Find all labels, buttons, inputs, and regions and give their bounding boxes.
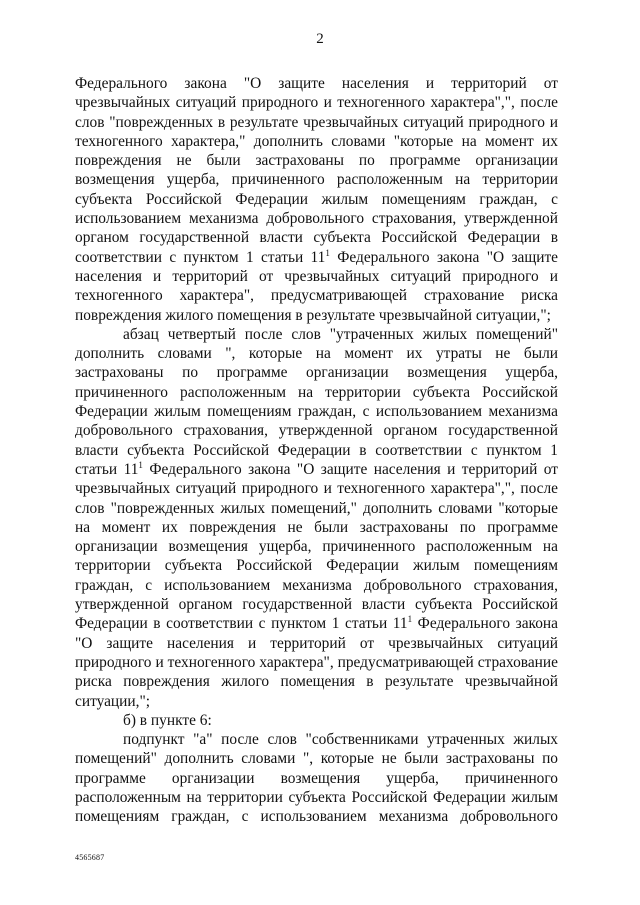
superscript: 1 — [325, 247, 330, 258]
paragraph-continuation — [75, 74, 558, 325]
superscript: 1 — [138, 459, 143, 470]
paragraph-podpunkt-a — [75, 730, 558, 826]
text-run: б) в пункте 6: — [123, 711, 212, 729]
paragraph-abzac-chetvertyi — [75, 325, 558, 711]
paragraph-punkt-6 — [75, 711, 558, 730]
text-run: Федерального закона "О защите населения и территорий от чрезвычайных ситуаций природного и техногенного характера",", после слов "поврежденных жилых помещений," дополнить словами "которые на момент их повреждения не были застрахованы по программе организации возмещения ущерба, причиненного расположенным на территории субъекта Российской Федерации жилым помещениям граждан, с использованием механизма добровольного страхования, утвержденной органом государственной власти субъекта Российской Федерации в соответствии с пунктом 1 статьи 11 — [75, 460, 558, 633]
document-id: 4565687 — [75, 853, 105, 862]
text-run: абзац четвертый после слов "утраченных жилых помещений" дополнить словами ", которые на момент их утраты не были застрахованы по программе организации возмещения ущерба, причиненного расположенным на территории субъекта Российской Федерации жилым помещениям граждан, с использованием механизма добровольного страхования, утвержденной органом государственной власти субъекта Российской Федерации в соответствии с пунктом 1 статьи 11 — [75, 325, 558, 478]
document-body — [75, 74, 558, 827]
text-run: Федерального закона "О защите населения и территорий от чрезвычайных ситуаций природного и техногенного характера",", после слов "поврежденных в результате чрезвычайных ситуаций природного и техногенного характера," дополнить словами "которые на момент их повреждения не были застрахованы по программе организации возмещения ущерба, причиненного расположенным на территории субъекта Российской Федерации жилым помещениям граждан, с использованием механизма добровольного страхования, утвержденной органом государственной власти субъекта Российской Федерации в соответствии с пунктом 1 статьи 11 — [75, 75, 558, 266]
superscript: 1 — [407, 614, 413, 625]
text-run: подпункт "а" после слов "собственниками утраченных жилых помещений" дополнить словами ", которые не были застрахованы по программе организации возмещения ущерба, причиненного расположенным на территории субъекта Российской Федерации жилым помещениям граждан, с использованием механизма добровольного — [75, 731, 558, 826]
text-run: Федерального закона "О защите населения и территорий от чрезвычайных ситуаций природного и техногенного характера", предусматривающей страхование риска повреждения жилого помещения в результате чрезвычайной ситуации,"; — [75, 615, 558, 710]
text-run: Федерального закона "О защите населения и территорий от чрезвычайных ситуаций природного и техногенного характера", предусматривающей страхование риска повреждения жилого помещения в результате чрезвычайной ситуации,"; — [75, 248, 559, 324]
page-number: 2 — [316, 31, 324, 47]
